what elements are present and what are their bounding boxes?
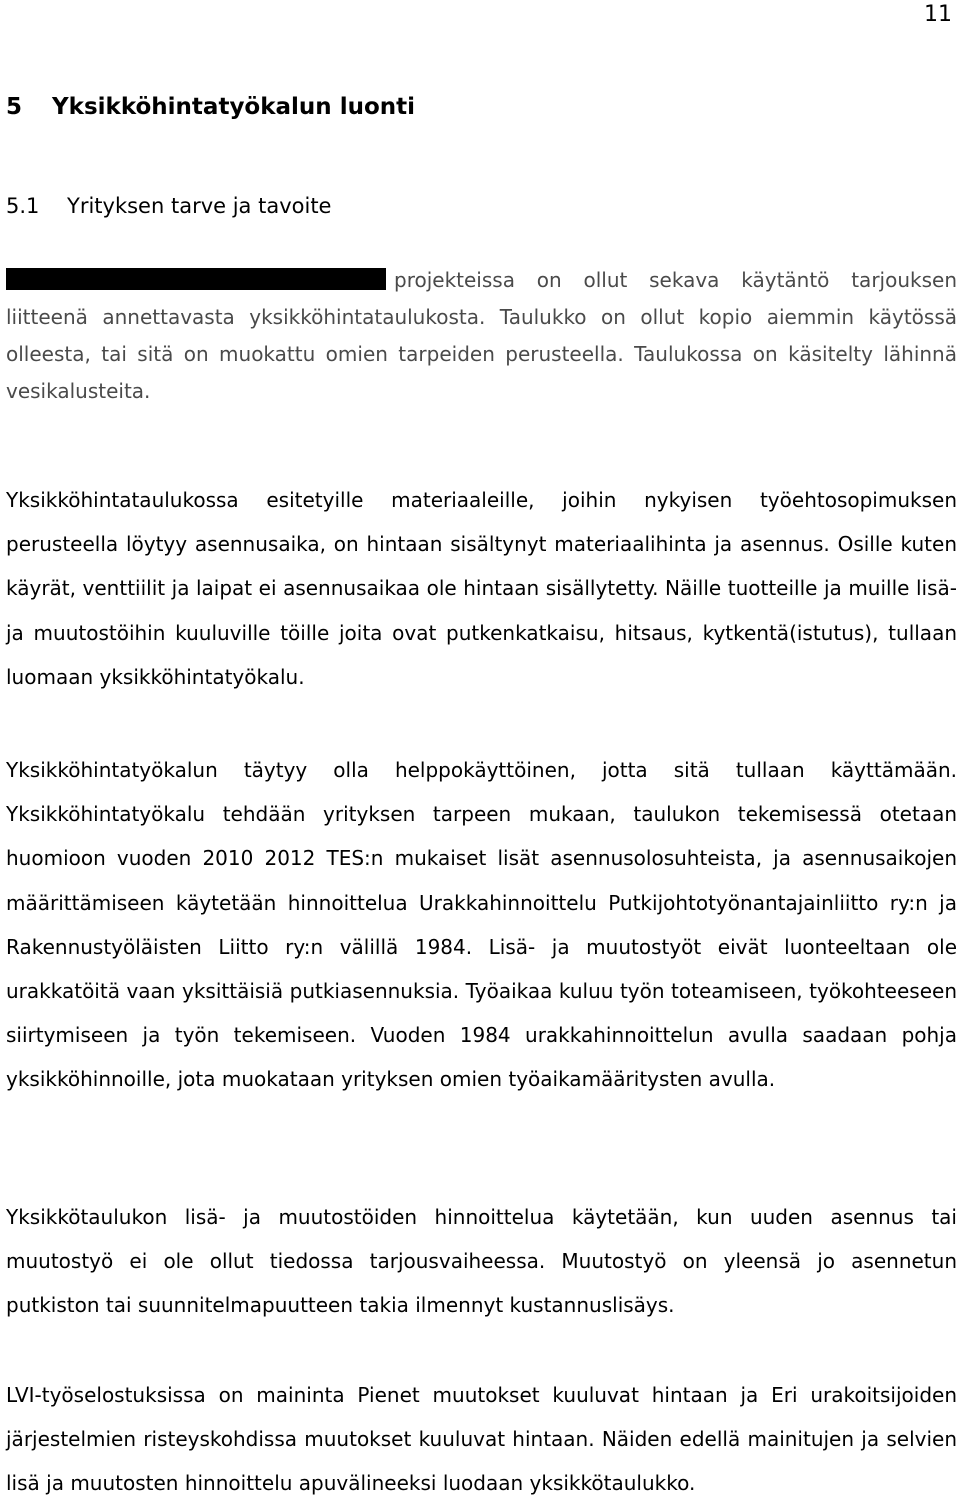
redaction-bar — [6, 268, 386, 290]
paragraph-tool-requirements: Yksikköhintatyökalun täytyy olla helppokäyttöinen, jotta sitä tullaan käyttämään. Yksikköhintatyökalu tehdään yrityksen tarpeen mukaan, taulukon tekemisessä otetaan huomioon vuoden 2010 2012 TES:n mukaiset lisät asennusolosuhteista, ja asennusaikojen määrittämiseen käytetään hinnoittelua Urakkahinnoittelu Putkijohtotyönantajainliitto ry:n ja Rakennustyöläisten Liitto ry:n välillä 1984. Lisä- ja muutostyöt eivät luonteeltaan ole urakkatöitä vaan yksittäisiä putkiasennuksia. Työaikaa kuluu työn toteamiseen, työkohteeseen siirtymiseen ja työn tekemiseen. Vuoden 1984 urakkahinnoittelun avulla saadaan pohja yksikköhinnoille, jota muokataan yrityksen omien työaikamääritysten avulla. — [6, 758, 957, 1092]
section-heading — [6, 190, 331, 222]
paragraph-change-work-pricing: Yksikkötaulukon lisä- ja muutostöiden hinnoittelua käytetään, kun uuden asennus tai muutostyö ei ole ollut tiedossa tarjousvaiheessa. Muutostyö on yleensä jo asennetun putkiston tai suunnitelmapuutteen takia ilmennyt kustannuslisäys. — [6, 1205, 957, 1318]
chapter-heading — [6, 90, 415, 124]
paragraph-company-needs — [6, 262, 957, 410]
paragraph-specifications: LVI-työselostuksissa on maininta Pienet muutokset kuuluvat hintaan ja Eri urakoitsijoiden järjestelmien risteyskohdissa muutokset kuuluvat hintaan. Näiden edellä mainitujen ja selvien lisä ja muutosten hinnoittelu apuvälineeksi luodaan yksikkötaulukko. — [6, 1383, 957, 1496]
section-number: 5.1 — [6, 194, 40, 218]
page-number: 11 — [924, 2, 952, 27]
chapter-title: Yksikköhintatyökalun luonti — [52, 94, 416, 120]
chapter-number: 5 — [6, 94, 23, 120]
section-title: Yrityksen tarve ja tavoite — [67, 194, 332, 218]
paragraph-text: projekteissa on ollut sekava käytäntö tarjouksen liitteenä annettavasta yksikköhintataulukosta. Taulukko on ollut kopio aiemmin käytössä olleesta, tai sitä on muokattu omien tarpeiden perusteella. Taulukossa on käsitelty lähinnä vesikalusteita. — [6, 268, 957, 403]
paragraph-unit-price-table: Yksikköhintataulukossa esitetyille materiaaleille, joihin nykyisen työehtosopimuksen perusteella löytyy asennusaika, on hintaan sisältynyt materiaalihinta ja asennus. Osille kuten käyrät, venttiilit ja laipat ei asennusaikaa ole hintaan sisällytetty. Näille tuotteille ja muille lisä- ja muutostöihin kuuluville töille joita ovat putkenkatkaisu, hitsaus, kytkentä(istutus), tullaan luomaan yksikköhintatyökalu. — [6, 488, 957, 689]
